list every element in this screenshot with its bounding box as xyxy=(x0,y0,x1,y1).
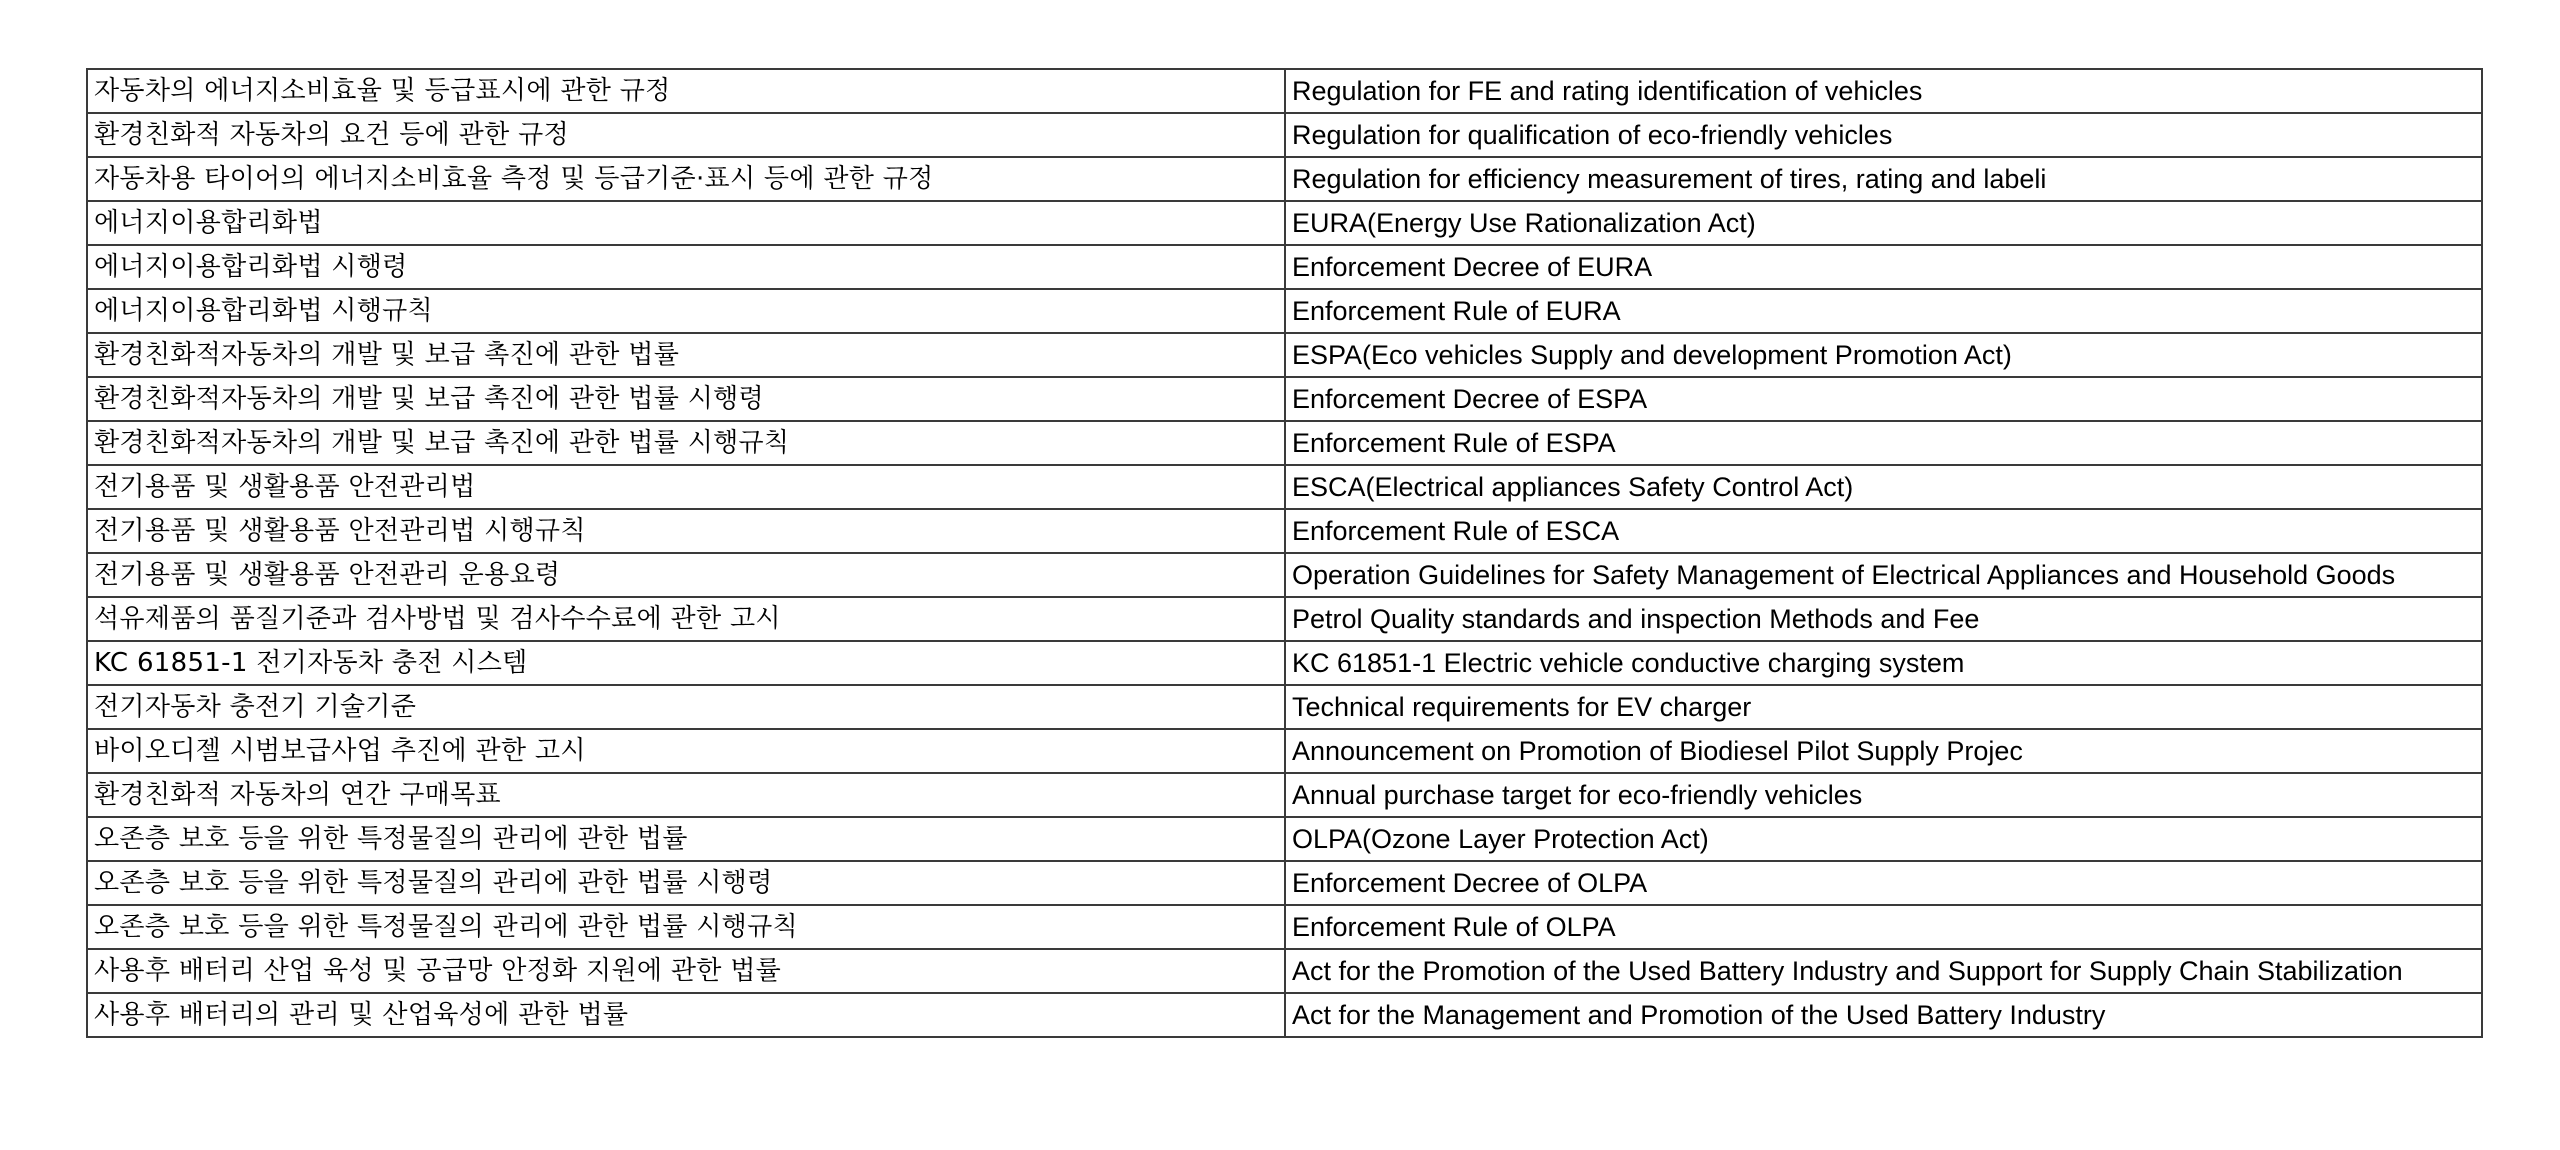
english-title-cell[interactable]: Regulation for efficiency measurement of tires, rating and labeli xyxy=(1285,157,2482,201)
english-title-cell[interactable]: Annual purchase target for eco-friendly vehicles xyxy=(1285,773,2482,817)
english-title-cell[interactable]: ESPA(Eco vehicles Supply and development Promotion Act) xyxy=(1285,333,2482,377)
korean-title-cell[interactable]: 자동차용 타이어의 에너지소비효율 측정 및 등급기준·표시 등에 관한 규정 xyxy=(87,157,1285,201)
korean-title-cell[interactable]: 전기용품 및 생활용품 안전관리법 xyxy=(87,465,1285,509)
korean-title-cell[interactable]: 환경친화적 자동차의 요건 등에 관한 규정 xyxy=(87,113,1285,157)
table-row xyxy=(87,773,2482,817)
table-row xyxy=(87,729,2482,773)
table-row xyxy=(87,289,2482,333)
korean-title-cell[interactable]: 자동차의 에너지소비효율 및 등급표시에 관한 규정 xyxy=(87,69,1285,113)
english-title-cell[interactable]: Act for the Promotion of the Used Battery Industry and Support for Supply Chain Stabilization xyxy=(1285,949,2482,993)
english-title-cell[interactable]: Enforcement Rule of OLPA xyxy=(1285,905,2482,949)
table-row xyxy=(87,861,2482,905)
korean-title-cell[interactable]: 석유제품의 품질기준과 검사방법 및 검사수수료에 관한 고시 xyxy=(87,597,1285,641)
korean-title-cell[interactable]: 전기용품 및 생활용품 안전관리법 시행규칙 xyxy=(87,509,1285,553)
table-row xyxy=(87,201,2482,245)
table-row xyxy=(87,993,2482,1037)
korean-title-cell[interactable]: 환경친화적자동차의 개발 및 보급 촉진에 관한 법률 시행규칙 xyxy=(87,421,1285,465)
korean-title-cell[interactable]: 환경친화적자동차의 개발 및 보급 촉진에 관한 법률 시행령 xyxy=(87,377,1285,421)
english-title-cell[interactable]: ESCA(Electrical appliances Safety Control Act) xyxy=(1285,465,2482,509)
english-title-cell[interactable]: Act for the Management and Promotion of the Used Battery Industry xyxy=(1285,993,2482,1037)
english-title-cell[interactable]: Enforcement Decree of OLPA xyxy=(1285,861,2482,905)
korean-title-cell[interactable]: 환경친화적 자동차의 연간 구매목표 xyxy=(87,773,1285,817)
korean-title-cell[interactable]: 에너지이용합리화법 시행령 xyxy=(87,245,1285,289)
korean-title-cell[interactable]: 사용후 배터리의 관리 및 산업육성에 관한 법률 xyxy=(87,993,1285,1037)
table-row xyxy=(87,333,2482,377)
table-row xyxy=(87,553,2482,597)
korean-title-cell[interactable]: 바이오디젤 시범보급사업 추진에 관한 고시 xyxy=(87,729,1285,773)
english-title-cell[interactable]: Regulation for qualification of eco-friendly vehicles xyxy=(1285,113,2482,157)
table-row xyxy=(87,641,2482,685)
table-row xyxy=(87,377,2482,421)
english-title-cell[interactable]: Technical requirements for EV charger xyxy=(1285,685,2482,729)
korean-title-cell[interactable]: 사용후 배터리 산업 육성 및 공급망 안정화 지원에 관한 법률 xyxy=(87,949,1285,993)
english-title-cell[interactable]: Enforcement Rule of ESPA xyxy=(1285,421,2482,465)
korean-title-cell[interactable]: KC 61851-1 전기자동차 충전 시스템 xyxy=(87,641,1285,685)
korean-title-cell[interactable]: 오존층 보호 등을 위한 특정물질의 관리에 관한 법률 시행규칙 xyxy=(87,905,1285,949)
english-title-cell[interactable]: Regulation for FE and rating identification of vehicles xyxy=(1285,69,2482,113)
korean-title-cell[interactable]: 전기용품 및 생활용품 안전관리 운용요령 xyxy=(87,553,1285,597)
table-row xyxy=(87,509,2482,553)
table-row xyxy=(87,685,2482,729)
table-row xyxy=(87,245,2482,289)
table-row xyxy=(87,157,2482,201)
korean-title-cell[interactable]: 에너지이용합리화법 xyxy=(87,201,1285,245)
table-row xyxy=(87,905,2482,949)
korean-title-cell[interactable]: 오존층 보호 등을 위한 특정물질의 관리에 관한 법률 xyxy=(87,817,1285,861)
table-row xyxy=(87,817,2482,861)
korean-title-cell[interactable]: 오존층 보호 등을 위한 특정물질의 관리에 관한 법률 시행령 xyxy=(87,861,1285,905)
korean-title-cell[interactable]: 전기자동차 충전기 기술기준 xyxy=(87,685,1285,729)
korean-title-cell[interactable]: 환경친화적자동차의 개발 및 보급 촉진에 관한 법률 xyxy=(87,333,1285,377)
english-title-cell[interactable]: OLPA(Ozone Layer Protection Act) xyxy=(1285,817,2482,861)
english-title-cell[interactable]: Enforcement Rule of EURA xyxy=(1285,289,2482,333)
english-title-cell[interactable]: KC 61851-1 Electric vehicle conductive charging system xyxy=(1285,641,2482,685)
table-row xyxy=(87,69,2482,113)
table-row xyxy=(87,597,2482,641)
korean-title-cell[interactable]: 에너지이용합리화법 시행규칙 xyxy=(87,289,1285,333)
english-title-cell[interactable]: Announcement on Promotion of Biodiesel Pilot Supply Projec xyxy=(1285,729,2482,773)
table-row xyxy=(87,949,2482,993)
english-title-cell[interactable]: Operation Guidelines for Safety Management of Electrical Appliances and Household Goods xyxy=(1285,553,2482,597)
table-row xyxy=(87,421,2482,465)
table-row xyxy=(87,113,2482,157)
regulation-glossary-sheet xyxy=(86,68,2481,1038)
english-title-cell[interactable]: Enforcement Rule of ESCA xyxy=(1285,509,2482,553)
table-row xyxy=(87,465,2482,509)
english-title-cell[interactable]: Enforcement Decree of ESPA xyxy=(1285,377,2482,421)
english-title-cell[interactable]: Enforcement Decree of EURA xyxy=(1285,245,2482,289)
regulation-translation-table xyxy=(86,68,2483,1038)
english-title-cell[interactable]: Petrol Quality standards and inspection Methods and Fee xyxy=(1285,597,2482,641)
english-title-cell[interactable]: EURA(Energy Use Rationalization Act) xyxy=(1285,201,2482,245)
